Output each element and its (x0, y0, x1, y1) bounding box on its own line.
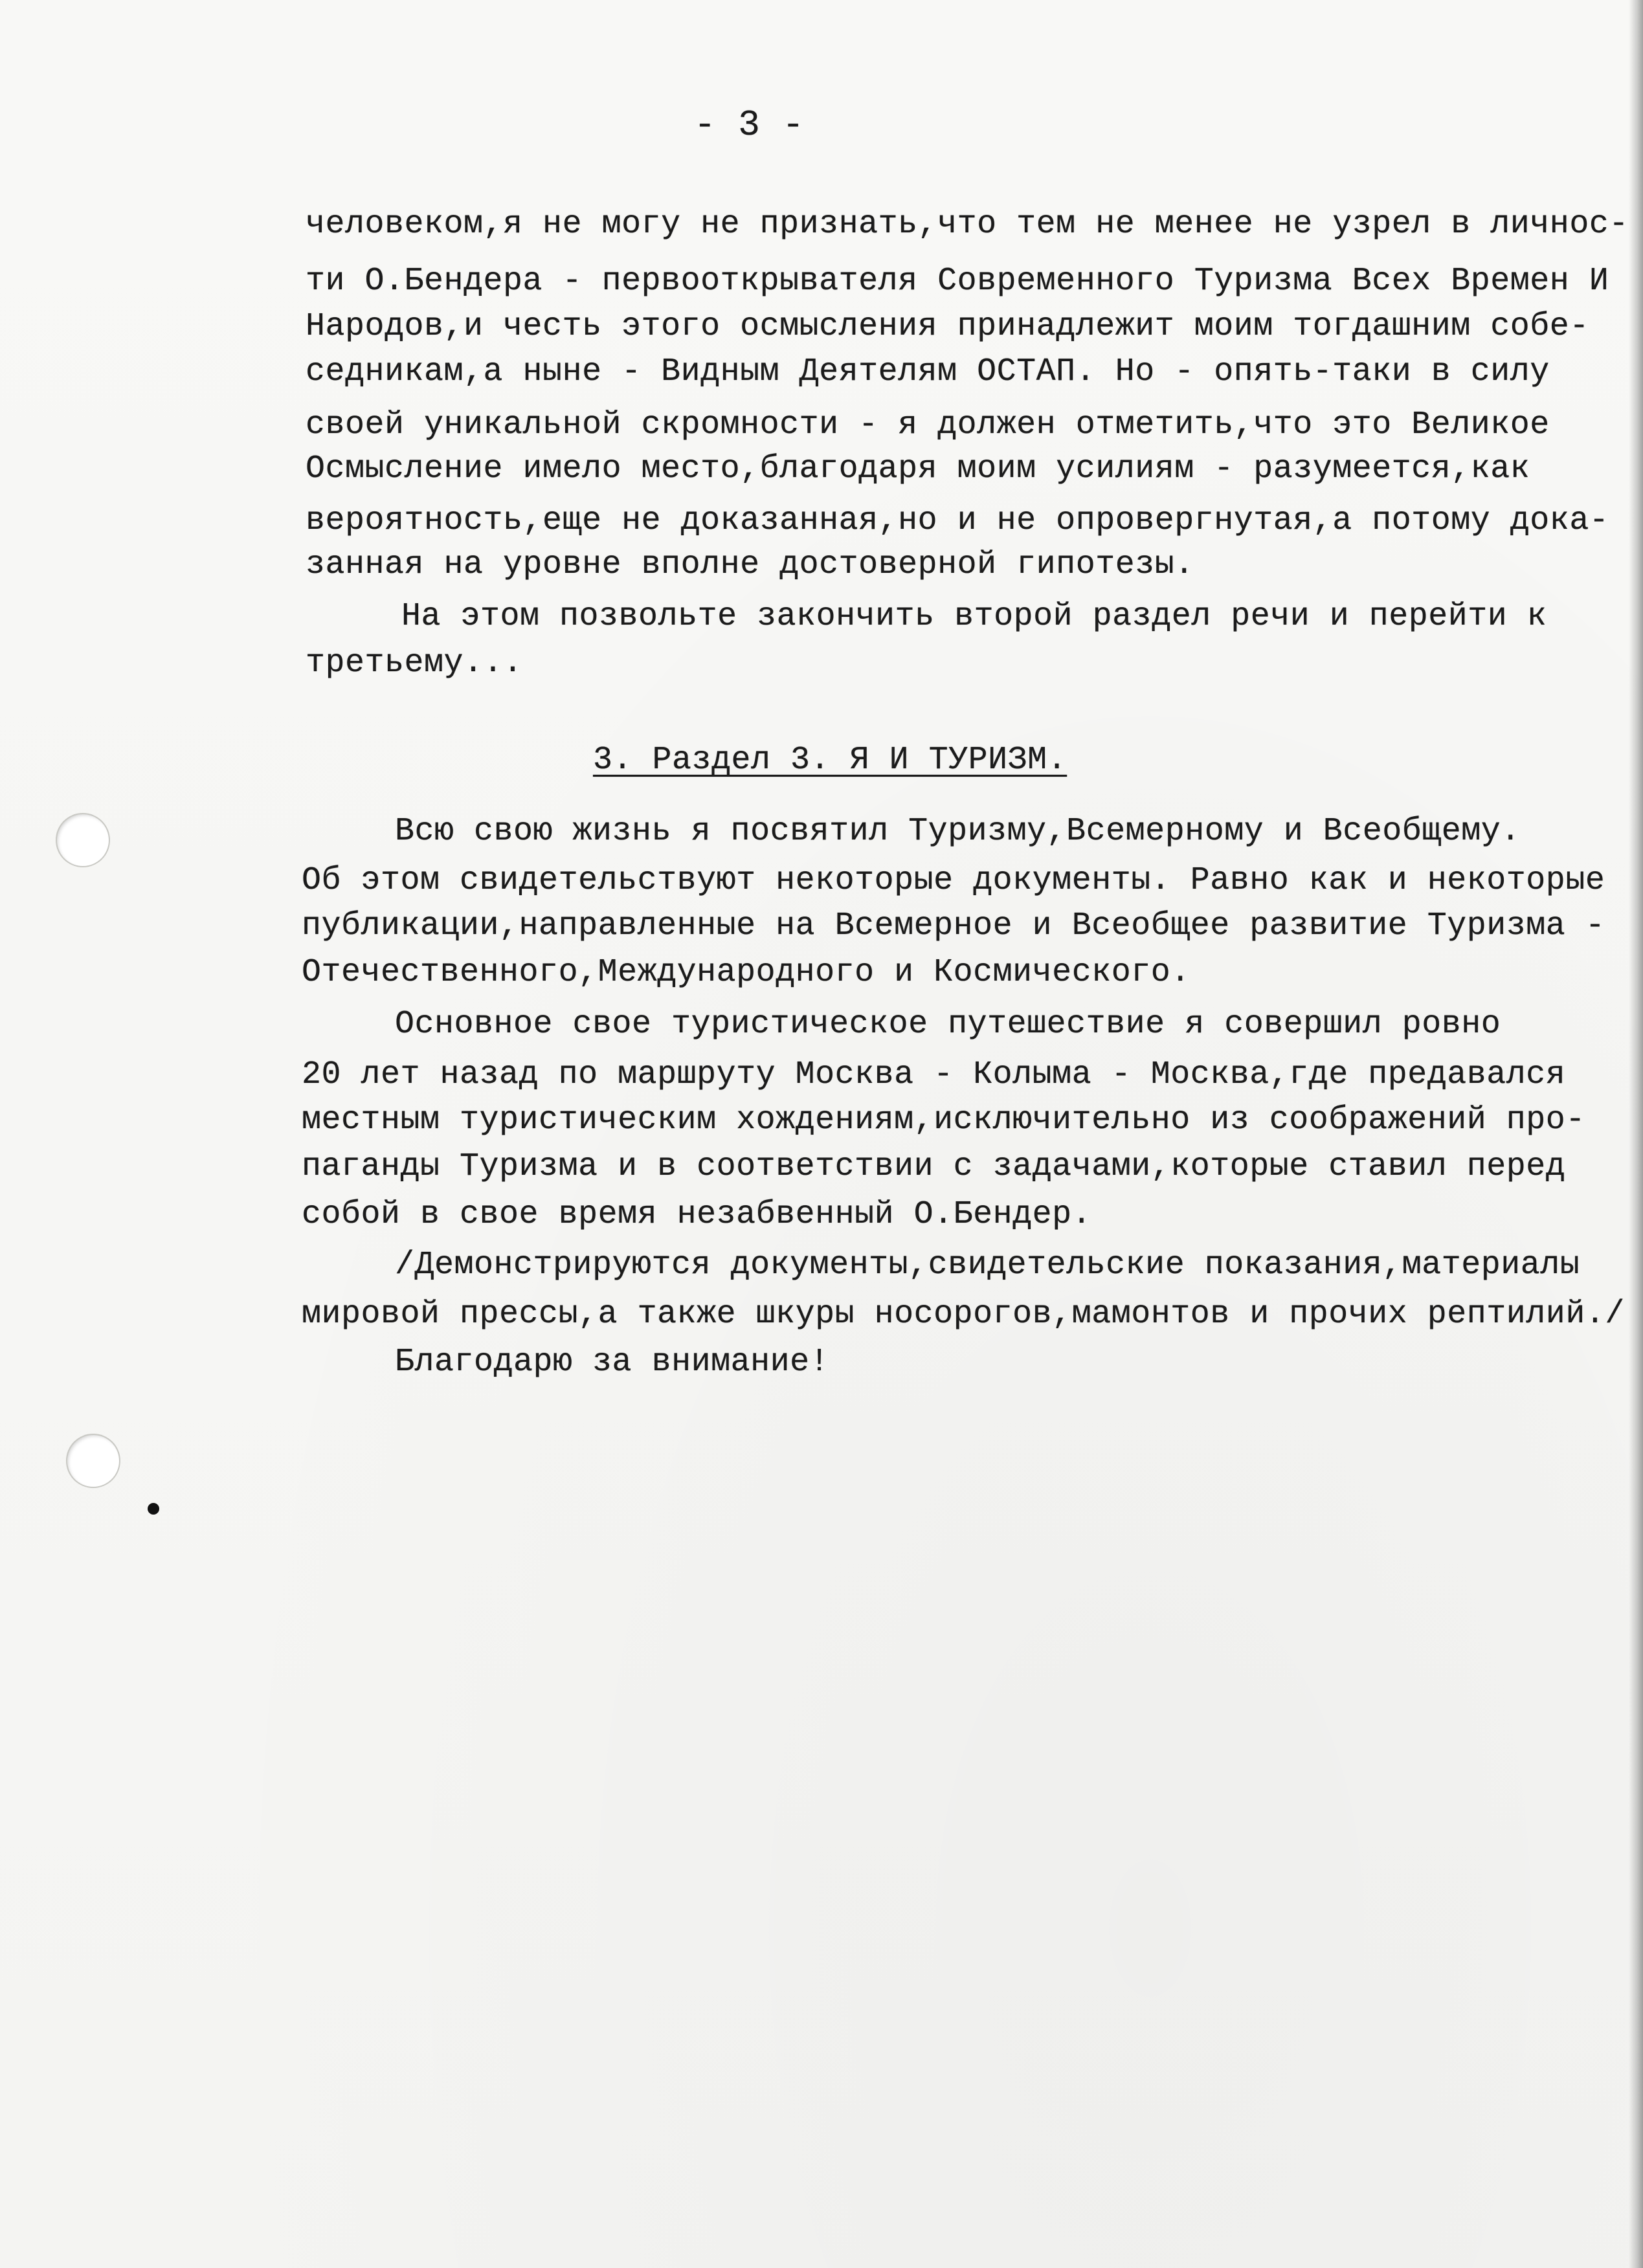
text-line: седникам,а ныне - Видным Деятелям ОСТАП. Но - опять-таки в силу (306, 353, 1550, 390)
text-line: /Демонстрируются документы,свидетельские показания,материалы (395, 1247, 1580, 1284)
text-line: Народов,и честь этого осмысления принадлежит моим тогдашним собе- (306, 308, 1589, 345)
text-line: человеком,я не могу не признать,что тем не менее не узрел в личнос- (306, 206, 1629, 243)
text-line: Основное свое туристическое путешествие я совершил ровно (395, 1006, 1501, 1043)
text-line: публикации,направленные на Всемерное и Всеобщее развитие Туризма - (302, 907, 1605, 944)
text-line: На этом позвольте закончить второй раздел речи и перейти к (401, 598, 1547, 635)
text-line: Об этом свидетельствуют некоторые документы. Равно как и некоторые (302, 862, 1605, 899)
page-edge-shadow (1629, 0, 1643, 2268)
text-line: паганды Туризма и в соответствии с задачами,которые ставил перед (302, 1148, 1566, 1185)
text-line: ти О.Бендера - первооткрывателя Современного Туризма Всех Времен И (306, 263, 1609, 300)
text-line: третьему... (306, 645, 523, 682)
text-line: занная на уровне вполне достоверной гипотезы. (306, 546, 1194, 583)
text-line: собой в свое время незабвенный О.Бендер. (302, 1196, 1092, 1233)
section-heading: 3. Раздел 3. Я И ТУРИЗМ. (593, 742, 1067, 779)
punch-hole-bottom (66, 1434, 120, 1488)
text-line: Отечественного,Международного и Космического. (302, 954, 1190, 991)
text-line: Всю свою жизнь я посвятил Туризму,Всемерному и Всеобщему. (395, 813, 1521, 850)
text-line: 20 лет назад по маршруту Москва - Колыма - Москва,где предавался (302, 1056, 1566, 1093)
punch-hole-top (56, 813, 110, 867)
text-line: вероятность,еще не доказанная,но и не опровергнутая,а потому дока- (306, 502, 1609, 539)
text-line: своей уникальной скромности - я должен отметить,что это Великое (306, 406, 1550, 443)
page-number: - 3 - (694, 104, 805, 146)
ink-dot-mark (148, 1503, 159, 1515)
closing-line: Благодарю за внимание! (395, 1344, 830, 1381)
text-line: Осмысление имело место,благодаря моим усилиям - разумеется,как (306, 450, 1530, 487)
text-line: мировой прессы,а также шкуры носорогов,мамонтов и прочих рептилий./ (302, 1296, 1625, 1333)
text-line: местным туристическим хождениям,исключительно из соображений про- (302, 1102, 1585, 1139)
